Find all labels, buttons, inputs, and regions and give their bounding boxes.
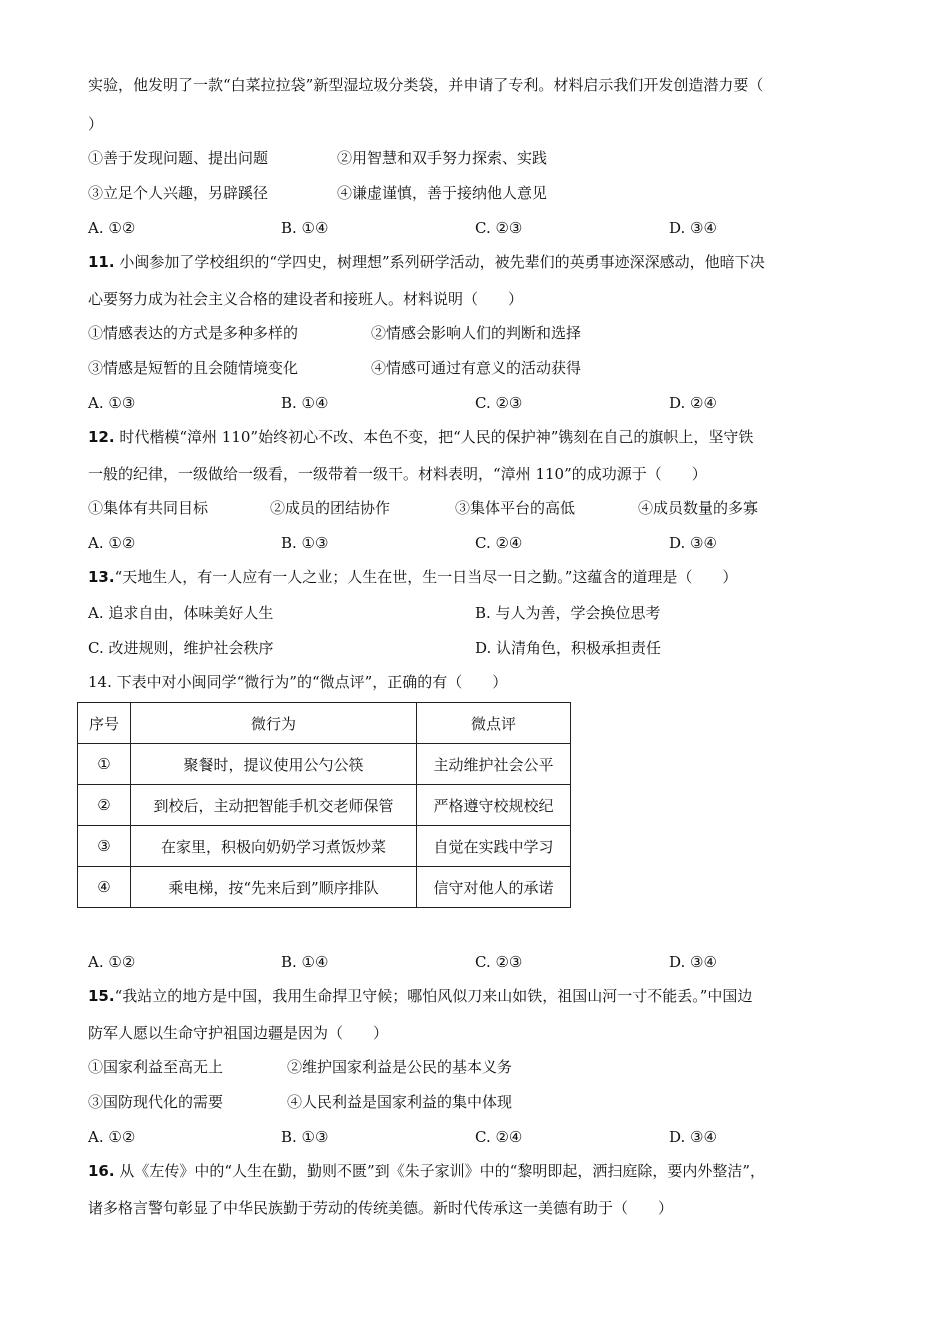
q11-stem-line2: 心要努力成为社会主义合格的建设者和接班人。材料说明（ ） xyxy=(88,290,524,308)
q14-stem: 14. 下表中对小闽同学“微行为”的“微点评”，正确的有（ ） xyxy=(88,673,508,691)
q14-option-c: C. ②③ xyxy=(475,953,523,971)
table-row xyxy=(78,744,571,785)
q11-option-d: D. ②④ xyxy=(669,394,717,412)
table-cell: 自觉在实践中学习 xyxy=(417,826,571,867)
q13-option-b: B. 与人为善，学会换位思考 xyxy=(475,604,661,622)
q12-statement-4: ④成员数量的多寡 xyxy=(638,499,759,517)
q15-statement-1: ①国家利益至高无上 xyxy=(88,1058,224,1076)
q16-number: 16. xyxy=(88,1162,115,1180)
q15-option-d: D. ③④ xyxy=(669,1128,717,1146)
q11-option-c: C. ②③ xyxy=(475,394,523,412)
q15-number: 15. xyxy=(88,987,115,1005)
q15-option-c: C. ②④ xyxy=(475,1128,523,1146)
q11-option-a: A. ①③ xyxy=(88,394,136,412)
table-cell: 在家里，积极向奶奶学习煮饭炒菜 xyxy=(131,826,417,867)
q12-option-d: D. ③④ xyxy=(669,534,717,552)
q15-statement-2: ②维护国家利益是公民的基本义务 xyxy=(287,1058,513,1076)
q11-number: 11. xyxy=(88,253,115,271)
q11-statement-3: ③情感是短暂的且会随情境变化 xyxy=(88,359,299,377)
table-cell: 主动维护社会公平 xyxy=(417,744,571,785)
q11-statement-2: ②情感会影响人们的判断和选择 xyxy=(371,324,582,342)
q12-number: 12. xyxy=(88,428,115,446)
table-cell: ④ xyxy=(78,867,131,908)
q12-stem-line2: 一般的纪律，一级做给一级看，一级带着一级干。材料表明，“漳州 110”的成功源于（ ） xyxy=(88,465,707,483)
q14-option-b: B. ①④ xyxy=(281,953,329,971)
table-header-cell: 微行为 xyxy=(131,703,417,744)
q15-option-b: B. ①③ xyxy=(281,1128,329,1146)
q10-option-b: B. ①④ xyxy=(281,219,329,237)
table-cell: ① xyxy=(78,744,131,785)
q16-stem-line2: 诸多格言警句彰显了中华民族勤于劳动的传统美德。新时代传承这一美德有助于（ ） xyxy=(88,1199,674,1217)
q10-option-d: D. ③④ xyxy=(669,219,717,237)
table-row xyxy=(78,785,571,826)
table-cell: 信守对他人的承诺 xyxy=(417,867,571,908)
q10-statement-1: ①善于发现问题、提出问题 xyxy=(88,149,269,167)
q15-statement-3: ③国防现代化的需要 xyxy=(88,1093,224,1111)
q12-option-a: A. ①② xyxy=(88,534,136,552)
q11-statement-4: ④情感可通过有意义的活动获得 xyxy=(371,359,582,377)
q12-statement-3: ③集体平台的高低 xyxy=(455,499,576,517)
q12-option-b: B. ①③ xyxy=(281,534,329,552)
q10-option-c: C. ②③ xyxy=(475,219,523,237)
q15-option-a: A. ①② xyxy=(88,1128,136,1146)
table-row xyxy=(78,826,571,867)
q14-table xyxy=(77,702,571,908)
q13-stem: 13.“天地生人，有一人应有一人之业；人生在世，生一日当尽一日之勤。”这蕴含的道理是（ ） xyxy=(88,568,738,586)
q10-stem-line2: ） xyxy=(88,115,104,133)
q16-stem-line1: 16. 从《左传》中的“人生在勤，勤则不匮”到《朱子家训》中的“黎明即起，洒扫庭除，要内外整洁”， xyxy=(88,1162,766,1180)
q13-number: 13. xyxy=(88,568,115,586)
q10-statement-2: ②用智慧和双手努力探索、实践 xyxy=(337,149,548,167)
table-header-row xyxy=(78,703,571,744)
q15-stem-line2: 防军人愿以生命守护祖国边疆是因为（ ） xyxy=(88,1024,389,1042)
table-cell: 乘电梯，按“先来后到”顺序排队 xyxy=(131,867,417,908)
q13-option-a: A. 追求自由，体味美好人生 xyxy=(88,604,274,622)
q10-statement-4: ④谦虚谨慎，善于接纳他人意见 xyxy=(337,184,548,202)
q11-statement-1: ①情感表达的方式是多种多样的 xyxy=(88,324,299,342)
q10-option-a: A. ①② xyxy=(88,219,136,237)
table-cell: ③ xyxy=(78,826,131,867)
q15-stem-line1: 15.“我站立的地方是中国，我用生命捍卫守候；哪怕风似刀来山如铁，祖国山河一寸不能丢。”中国边 xyxy=(88,987,753,1005)
q11-option-b: B. ①④ xyxy=(281,394,329,412)
table-cell: 严格遵守校规校纪 xyxy=(417,785,571,826)
q15-statement-4: ④人民利益是国家利益的集中体现 xyxy=(287,1093,513,1111)
q11-stem-line1: 11. 小闽参加了学校组织的“学四史，树理想”系列研学活动，被先辈们的英勇事迹深深感动，他暗下决 xyxy=(88,253,765,271)
table-cell: ② xyxy=(78,785,131,826)
q12-statement-1: ①集体有共同目标 xyxy=(88,499,209,517)
table-header-cell: 微点评 xyxy=(417,703,571,744)
q14-option-a: A. ①② xyxy=(88,953,136,971)
q13-option-d: D. 认清角色，积极承担责任 xyxy=(475,639,662,657)
q12-statement-2: ②成员的团结协作 xyxy=(270,499,391,517)
table-cell: 聚餐时，提议使用公勺公筷 xyxy=(131,744,417,785)
q10-statement-3: ③立足个人兴趣，另辟蹊径 xyxy=(88,184,269,202)
table-cell: 到校后，主动把智能手机交老师保管 xyxy=(131,785,417,826)
table-header-cell: 序号 xyxy=(78,703,131,744)
q10-stem-line1: 实验，他发明了一款“白菜拉拉袋”新型湿垃圾分类袋，并申请了专利。材料启示我们开发创造潜力要（ xyxy=(88,76,764,94)
q12-stem-line1: 12. 时代楷模“漳州 110”始终初心不改、本色不变，把“人民的保护神”镌刻在自己的旗帜上，坚守铁 xyxy=(88,428,754,446)
q14-option-d: D. ③④ xyxy=(669,953,717,971)
table-row xyxy=(78,867,571,908)
q13-option-c: C. 改进规则，维护社会秩序 xyxy=(88,639,274,657)
q12-option-c: C. ②④ xyxy=(475,534,523,552)
